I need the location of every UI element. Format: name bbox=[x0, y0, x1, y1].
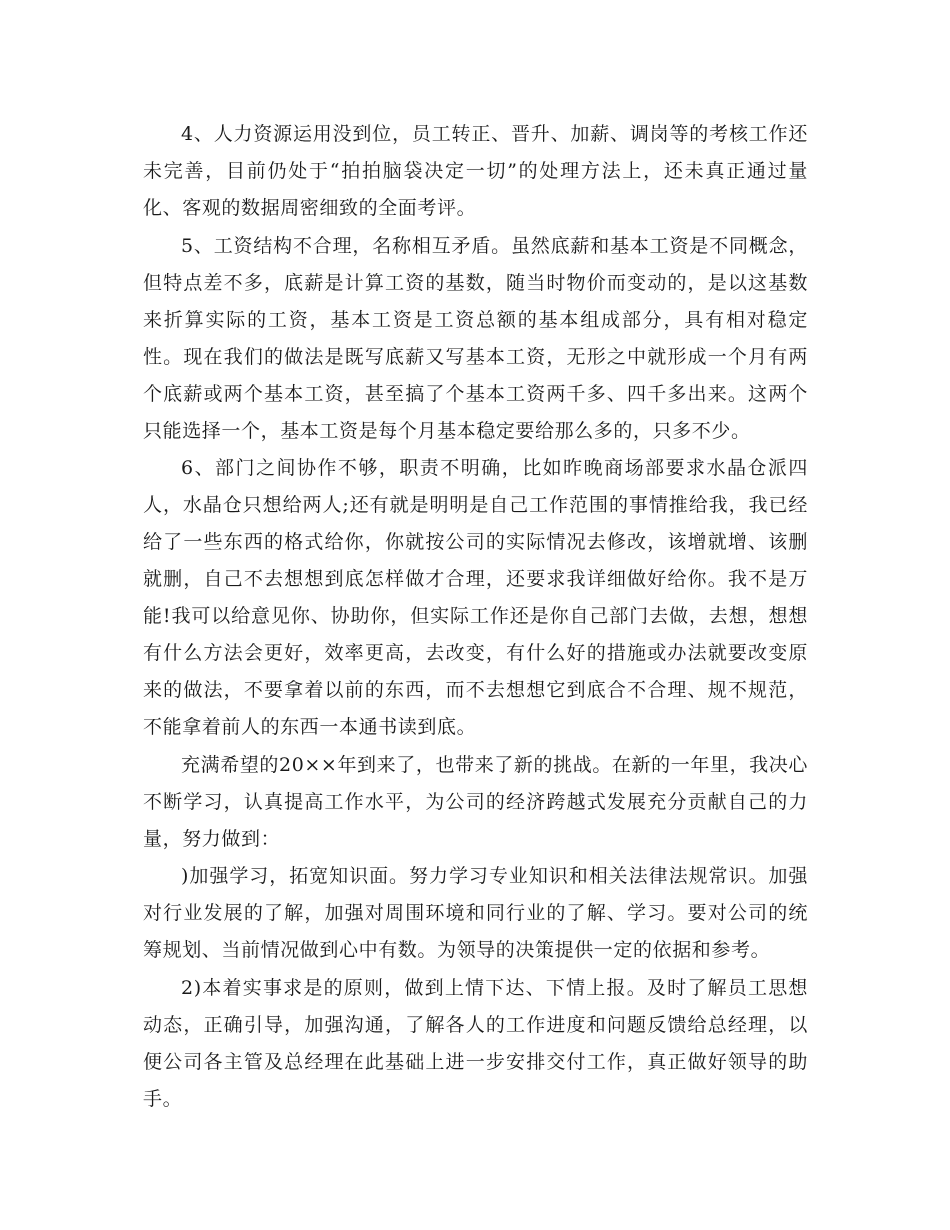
paragraph-goal-1: )加强学习，拓宽知识面。努力学习专业知识和相关法律法规常识。加强对行业发展的了解，加强对周围环境和同行业的了解、学习。要对公司的统筹规划、当前情况做到心中有数。为领导的决策提供一定的依据和参考。 bbox=[143, 865, 808, 961]
paragraph-item-5: 5、工资结构不合理，名称相互矛盾。虽然底薪和基本工资是不同概念，但特点差不多，底薪是计算工资的基数，随当时物价而变动的，是以这基数来折算实际的工资，基本工资是工资总额的基本组成部分，具有相对稳定性。现在我们的做法是既写底薪又写基本工资，无形之中就形成一个月有两个底薪或两个基本工资，甚至搞了个基本工资两千多、四千多出来。这两个只能选择一个，基本工资是每个月基本稳定要给那么多的，只多不少。 bbox=[143, 234, 808, 442]
paragraph-item-4: 4、人力资源运用没到位，员工转正、晋升、加薪、调岗等的考核工作还未完善，目前仍处于“拍拍脑袋决定一切”的处理方法上，还未真正通过量化、客观的数据周密细致的全面考评。 bbox=[143, 123, 808, 219]
paragraph-item-6: 6、部门之间协作不够，职责不明确，比如昨晚商场部要求水晶仓派四人，水晶仓只想给两人;还有就是明明是自己工作范围的事情推给我，我已经给了一些东西的格式给你，你就按公司的实际情况去修改，该增就增、该删就删，自己不去想想到底怎样做才合理，还要求我详细做好给你。我不是万能!我可以给意见你、协助你，但实际工作还是你自己部门去做，去想，想想有什么方法会更好，效率更高，去改变，有什么好的措施或办法就要改变原来的做法，不要拿着以前的东西，而不去想想它到底合不合理、规不规范，不能拿着前人的东西一本通书读到底。 bbox=[143, 457, 808, 738]
document-body bbox=[143, 116, 808, 1118]
paragraph-goal-2: 2)本着实事求是的原则，做到上情下达、下情上报。及时了解员工思想动态，正确引导，加强沟通，了解各人的工作进度和问题反馈给总经理，以便公司各主管及总经理在此基础上进一步安排交付工作，真正做好领导的助手。 bbox=[143, 976, 808, 1110]
paragraph-new-year: 充满希望的20××年到来了，也带来了新的挑战。在新的一年里，我决心不断学习，认真提高工作水平，为公司的经济跨越式发展充分贡献自己的力量，努力做到： bbox=[143, 753, 808, 850]
